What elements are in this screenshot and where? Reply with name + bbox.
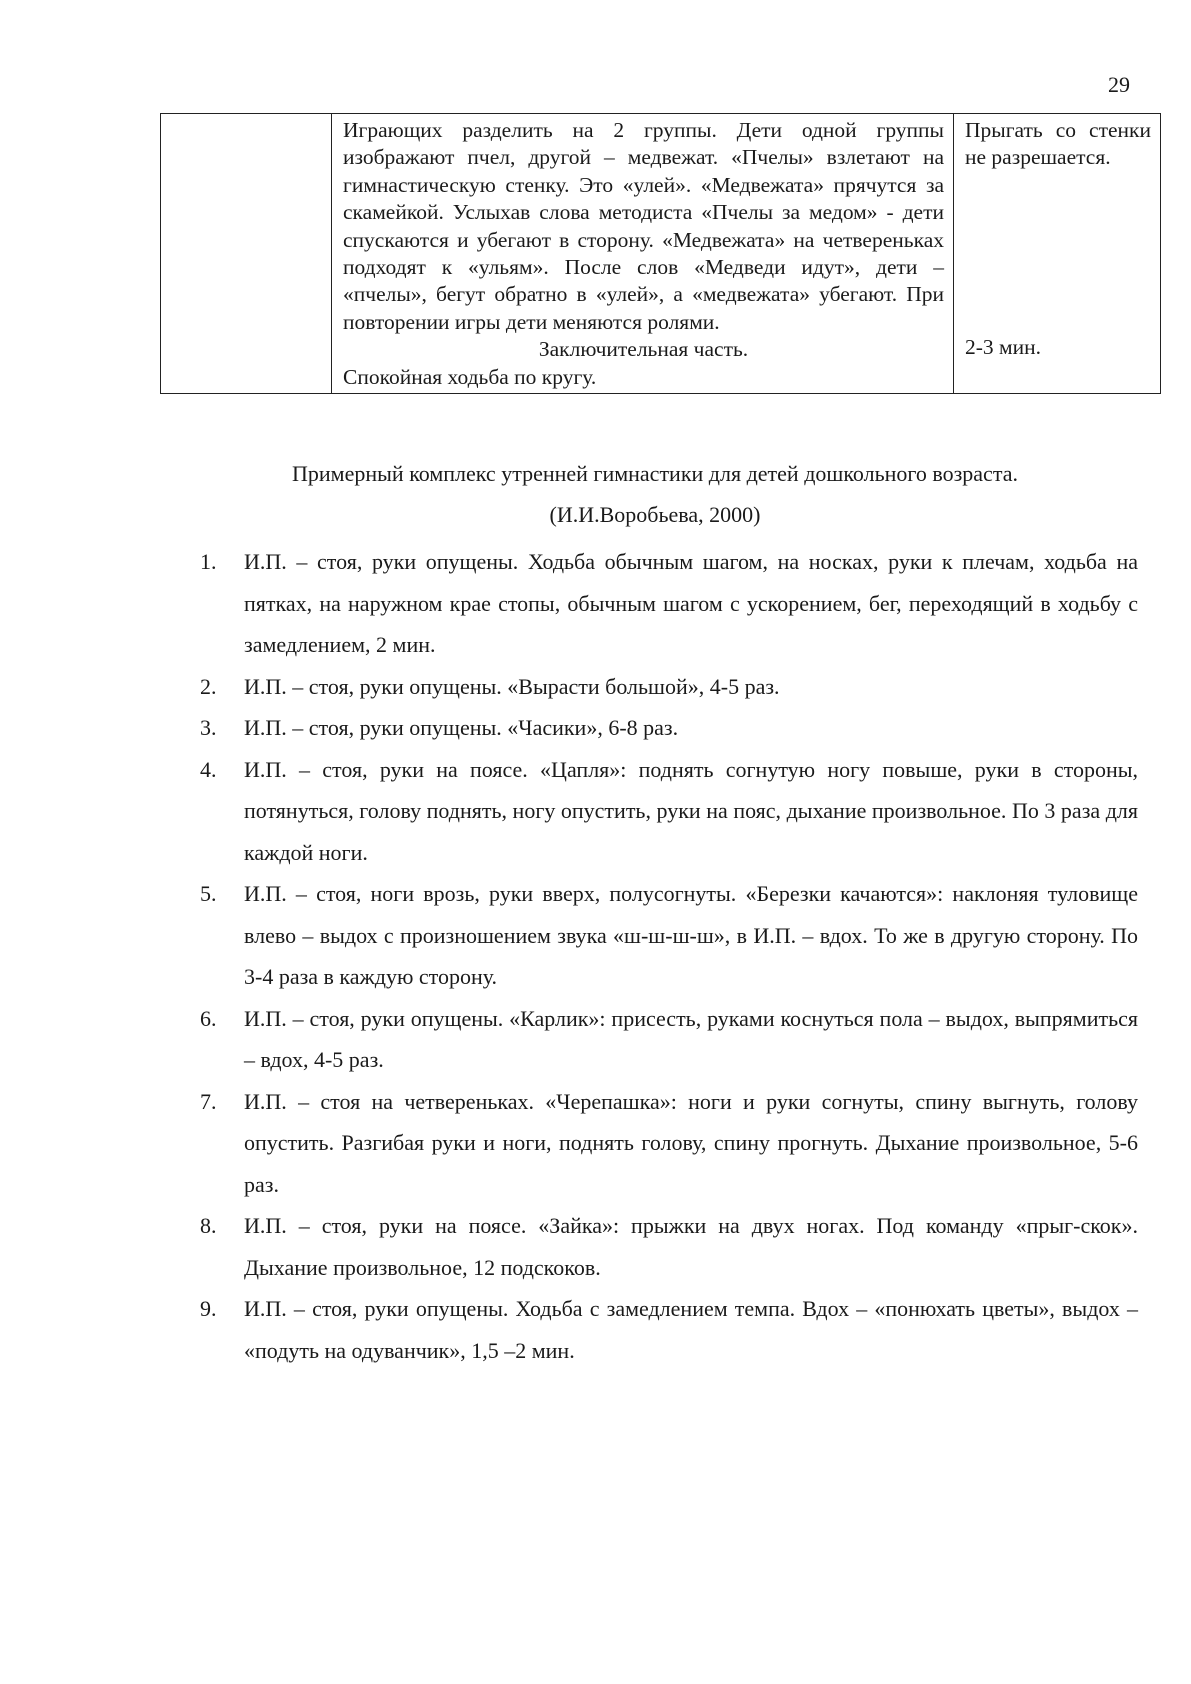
final-part-text: Спокойная ходьба по кругу. (343, 364, 597, 389)
item-number: 5. (200, 881, 217, 906)
item-text: И.П. – стоя, руки опущены. Ходьба с замедлением темпа. Вдох – «понюхать цветы», выдох – «подуть на одуванчик», 1,5 –2 мин. (244, 1296, 1138, 1363)
table-row (161, 114, 1161, 394)
item-text: И.П. – стоя, руки на поясе. «Цапля»: поднять согнутую ногу повыше, руки в стороны, потянуться, голову поднять, ногу опустить, руки на пояс, дыхание произвольное. По 3 раза для каждой ноги. (244, 756, 1138, 865)
table-cell-empty (161, 114, 332, 394)
item-number: 3. (200, 715, 217, 740)
item-text: И.П. – стоя, руки опущены. «Вырасти большой», 4-5 раз. (244, 673, 780, 699)
list-item (200, 1288, 1138, 1371)
lesson-table (160, 113, 1161, 394)
list-item (200, 873, 1138, 998)
safety-note: Прыгать со стенки не разрешается. (965, 118, 1151, 170)
table-cell-note (954, 114, 1161, 394)
list-item (200, 707, 1138, 749)
item-text: И.П. – стоя, руки опущены. Ходьба обычным шагом, на носках, руки к плечам, ходьба на пятках, на наружном крае стопы, обычным шагом с ускорением, бег, переходящий в ходьбу с замедлением, 2 мин. (244, 549, 1138, 657)
duration: 2-3 мин. (965, 334, 1042, 359)
item-number: 8. (200, 1213, 217, 1238)
list-item (200, 1081, 1138, 1206)
item-text: И.П. – стоя, ноги врозь, руки вверх, полусогнуты. «Березки качаются»: наклоняя туловище влево – выдох с произношением звука «ш-ш-ш-ш», в И.П. – вдох. То же в другую сторону. По 3-4 раза в каждую сторону. (244, 881, 1138, 989)
item-number: 7. (200, 1088, 217, 1114)
section-title: Примерный комплекс утренней гимнастики для детей дошкольного возраста. (292, 461, 1018, 486)
item-text: И.П. – стоя, руки на поясе. «Зайка»: прыжки на двух ногах. Под команду «прыг-скок». Дыхание произвольное, 12 подскоков. (244, 1213, 1138, 1280)
list-item (200, 998, 1138, 1081)
item-number: 1. (200, 549, 217, 574)
item-text: И.П. – стоя, руки опущены. «Карлик»: присесть, руками коснуться пола – выдох, выпрямиться – вдох, 4-5 раз. (244, 1005, 1138, 1072)
list-item (200, 666, 1138, 708)
section-source: (И.И.Воробьева, 2000) (549, 502, 761, 527)
item-text: И.П. – стоя на четвереньках. «Черепашка»: ноги и руки согнуты, спину выгнуть, голову опустить. Разгибая руки и ноги, поднять голову, спину прогнуть. Дыхание произвольное, 5-6 раз. (244, 1088, 1138, 1197)
list-item (200, 1205, 1138, 1288)
item-number: 9. (200, 1296, 217, 1321)
item-number: 4. (200, 756, 217, 782)
item-text: И.П. – стоя, руки опущены. «Часики», 6-8 раз. (244, 715, 679, 740)
item-number: 2. (200, 673, 217, 699)
item-number: 6. (200, 1005, 217, 1031)
list-item (200, 541, 1138, 666)
table-cell-description (332, 114, 954, 394)
final-part-title: Заключительная часть. (538, 337, 749, 362)
list-item (200, 749, 1138, 874)
page-number: 29 (1108, 72, 1130, 97)
game-description: Играющих разделить на 2 группы. Дети одной группы изображают пчел, другой – медвежат. «Пчелы» взлетают на гимнастическую стенку. Это «улей». «Медвежата» прячутся за скамейкой. Услыхав слова методиста «Пчелы за медом» - дети спускаются и убегают в сторону. «Медвежата» на четвереньках подходят к «ульям». После слов «Медведи идут», дети – «пчелы», бегут обратно в «улей», а «медвежата» убегают. При повторении игры дети меняются ролями. (343, 118, 944, 334)
exercise-list (200, 541, 1138, 1371)
